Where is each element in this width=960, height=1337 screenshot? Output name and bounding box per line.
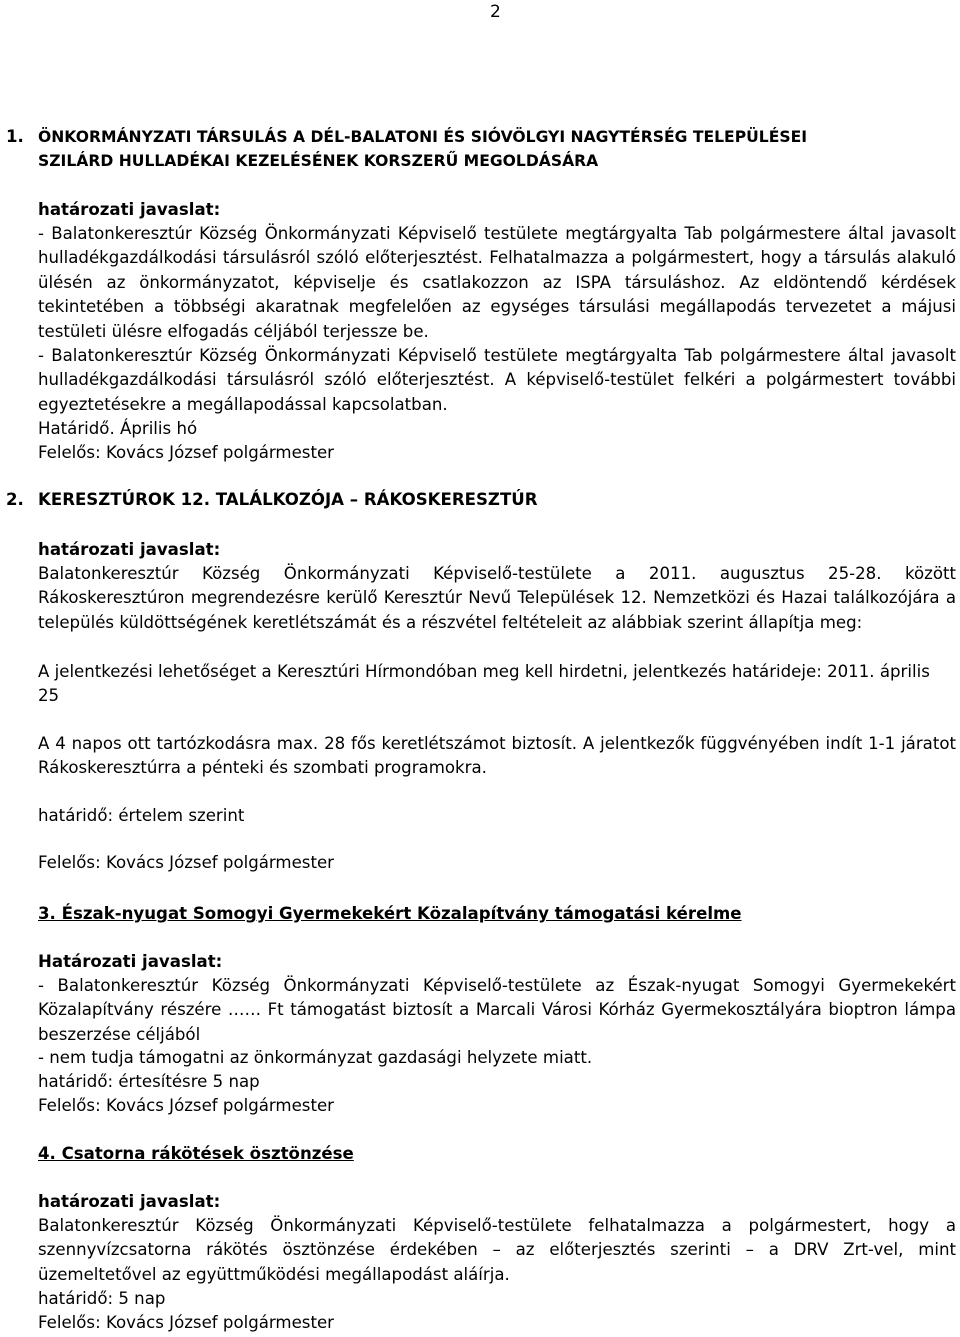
section-1-number: 1. bbox=[6, 127, 24, 146]
section-2-deadline: határidő: értelem szerint bbox=[38, 806, 245, 825]
section-1-label: határozati javaslat: bbox=[38, 200, 221, 219]
section-3-deadline: határidő: értesítésre 5 nap bbox=[38, 1072, 260, 1091]
section-3-responsible: Felelős: Kovács József polgármester bbox=[38, 1096, 334, 1115]
section-2-paragraph-2: A jelentkezési lehetőséget a Keresztúri Hírmondóban meg kell hirdetni, jelentkezés határideje: 2011. április 25 bbox=[38, 662, 930, 706]
section-1-responsible: Felelős: Kovács József polgármester bbox=[38, 443, 334, 462]
section-2-label: határozati javaslat: bbox=[38, 540, 221, 559]
section-3-paragraph-1: - Balatonkeresztúr Község Önkormányzati Képviselő-testülete az Észak-nyugat Somogyi Gyermekekért Közalapítvány részére …… Ft támogatást biztosít a Marcali Városi Kórház Gyermekosztályára bioptron lámpa beszerzése céljából bbox=[38, 976, 956, 1044]
section-4-responsible: Felelős: Kovács József polgármester bbox=[38, 1313, 334, 1332]
section-1-heading bbox=[6, 125, 956, 174]
section-1-paragraph-1: - Balatonkeresztúr Község Önkormányzati Képviselő testülete megtárgyalta Tab polgármestere által javasolt hulladékgazdálkodási társulásról szóló előterjesztést. Felhatalmazza a polgármestert, hogy a társulás alakuló ülésén az önkormányzatot, képviselje és csatlakozzon az ISPA társuláshoz. Az eldöntendő kérdések tekintetében a többségi akaratnak megfelelően az egységes társulási megállapodás tervezetet a májusi testületi ülésre elfogadás céljából terjessze be. bbox=[38, 224, 956, 341]
section-1-title-line1: ÖNKORMÁNYZATI TÁRSULÁS A DÉL-BALATONI ÉS SIÓVÖLGYI NAGYTÉRSÉG TELEPÜLÉSEI bbox=[38, 128, 808, 146]
section-3-paragraph-2: - nem tudja támogatni az önkormányzat gazdasági helyzete miatt. bbox=[38, 1048, 593, 1067]
section-1-paragraph-2: - Balatonkeresztúr Község Önkormányzati Képviselő testülete megtárgyalta Tab polgármestere által javasolt hulladékgazdálkodási társulásról szóló előterjesztést. A képviselő-testület felkéri a polgármestert további egyeztetésekre a megállapodással kapcsolatban. bbox=[38, 346, 956, 414]
section-4-deadline: határidő: 5 nap bbox=[38, 1289, 166, 1308]
section-2-title: KERESZTÚROK 12. TALÁLKOZÓJA – RÁKOSKERESZTÚR bbox=[38, 490, 538, 509]
section-1-title-line2: SZILÁRD HULLADÉKAI KEZELÉSÉNEK KORSZERŰ MEGOLDÁSÁRA bbox=[38, 152, 599, 171]
section-2-number: 2. bbox=[6, 490, 24, 509]
section-4-label: határozati javaslat: bbox=[38, 1192, 221, 1211]
section-2-paragraph-1: Balatonkeresztúr Község Önkormányzati Képviselő-testülete a 2011. augusztus 25-28. között Rákoskeresztúron megrendezésre kerülő Keresztúr Nevű Települések 12. Nemzetközi és Hazai találkozójára a település küldöttségének keretlétszámát és a részvétel feltételeit az alábbiak szerint állapítja meg: bbox=[38, 564, 956, 632]
section-3-title: 3. Észak-nyugat Somogyi Gyermekekért Közalapítvány támogatási kérelme bbox=[38, 904, 742, 923]
section-1-deadline: Határidő. Április hó bbox=[38, 419, 198, 438]
section-2-paragraph-3: A 4 napos ott tartózkodásra max. 28 fős keretlétszámot biztosít. A jelentkezők függvényében indít 1-1 járatot Rákoskeresztúrra a pénteki és szombati programokra. bbox=[38, 734, 956, 778]
page-number: 2 bbox=[490, 2, 501, 22]
section-2-heading bbox=[6, 488, 956, 512]
section-4-paragraph-1: Balatonkeresztúr Község Önkormányzati Képviselő-testülete felhatalmazza a polgármestert, hogy a szennyvízcsatorna rákötés ösztönzése érdekében – az előterjesztés szerinti – a DRV Zrt-vel, mint üzemeltetővel az együttműködési megállapodást aláírja. bbox=[38, 1216, 956, 1284]
section-2-responsible: Felelős: Kovács József polgármester bbox=[38, 853, 334, 872]
section-4-title: 4. Csatorna rákötések ösztönzése bbox=[38, 1144, 354, 1163]
section-3-label: Határozati javaslat: bbox=[38, 952, 223, 971]
